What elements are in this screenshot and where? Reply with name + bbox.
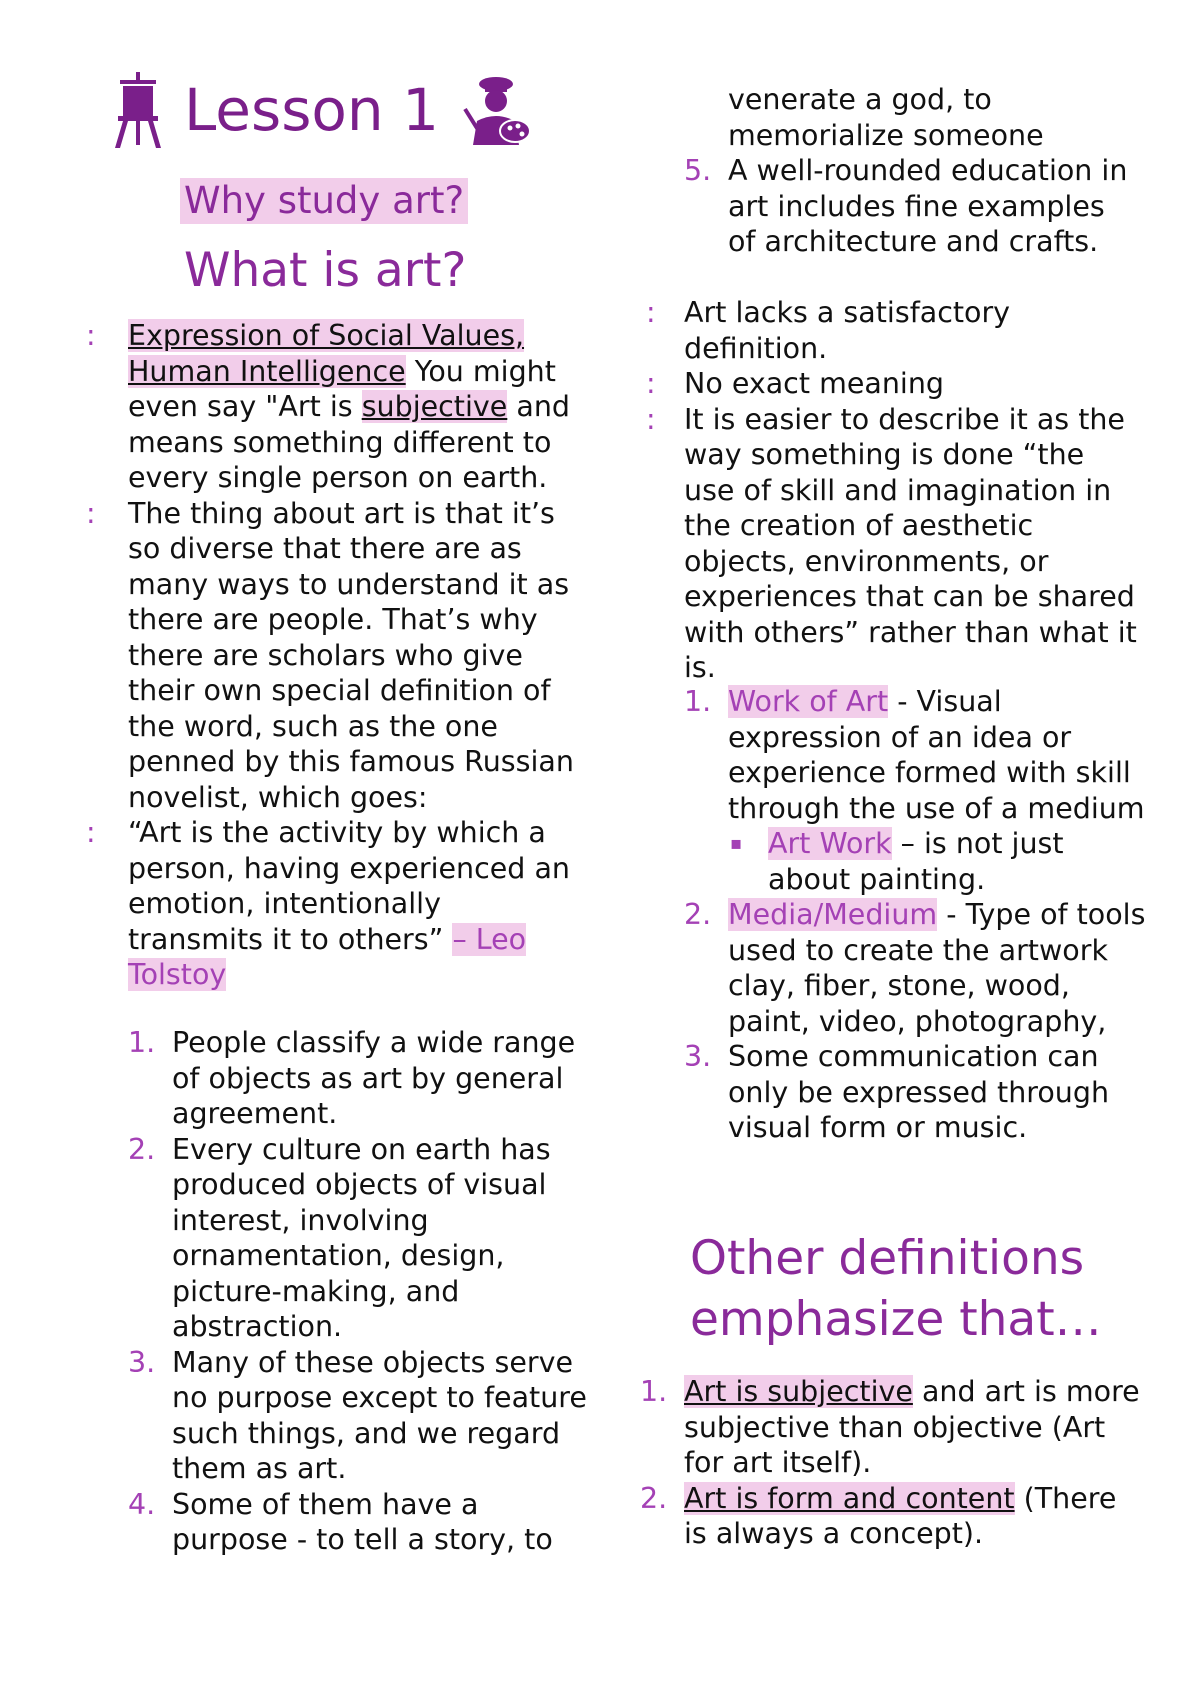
why-study-art-heading: Why study art? bbox=[180, 178, 468, 224]
list-item-text: - Type of tools used to create the artwork clay, fiber, stone, wood, paint, video, photography, bbox=[728, 898, 1146, 1038]
list-item-text: People classify a wide range of objects as art by general agreement. bbox=[172, 1026, 576, 1130]
bullet-marker: : bbox=[646, 296, 656, 329]
list-item-text: The thing about art is that it’s so diverse that there are as many ways to understand it as there are people. That’s why there are scholars who give their own special definition of the word, such as the one penned by this famous Russian novelist, which goes: bbox=[128, 496, 574, 814]
list-item-text: venerate a god, to memorialize someone bbox=[728, 83, 1044, 152]
subjective-link[interactable]: subjective bbox=[361, 390, 508, 423]
left-bullet-list bbox=[84, 318, 584, 993]
other-definitions-heading: Other definitions emphasize that… bbox=[690, 1231, 1102, 1347]
what-is-art-heading: What is art? bbox=[184, 243, 467, 298]
bullet-marker: : bbox=[646, 367, 656, 400]
list-item-text: Every culture on earth has produced objects of visual interest, involving ornamentation, design, picture-making, and abstraction. bbox=[172, 1132, 551, 1343]
list-item-text: – is not just about painting. bbox=[768, 827, 1064, 896]
art-work-term: Art Work bbox=[768, 827, 892, 860]
item-number: 5. bbox=[684, 154, 712, 187]
list-item-text: Art lacks a satisfactory definition. bbox=[684, 296, 1011, 365]
easel-icon bbox=[114, 72, 162, 148]
right-bullet-list bbox=[640, 295, 1140, 686]
item-number: 3. bbox=[128, 1345, 156, 1379]
title-row bbox=[114, 70, 531, 150]
definitions-list bbox=[640, 1374, 1140, 1552]
list-item bbox=[640, 1481, 1140, 1552]
list-item bbox=[684, 684, 1154, 897]
list-item-text: Some of them have a purpose - to tell a story, to bbox=[172, 1487, 553, 1556]
art-is-subjective-link[interactable]: Art is subjective bbox=[684, 1375, 913, 1408]
item-number: 2. bbox=[128, 1132, 156, 1166]
list-item-text: You might even say "Art is bbox=[128, 354, 556, 423]
list-item-text: Many of these objects serve no purpose except to feature such things, and we regard them as art. bbox=[172, 1345, 587, 1485]
list-item bbox=[128, 1025, 598, 1132]
item-number: 3. bbox=[684, 1040, 712, 1073]
left-numbered-list bbox=[128, 1025, 598, 1558]
list-item-text: A well-rounded education in art includes fine examples of architecture and crafts. bbox=[728, 154, 1128, 258]
bullet-marker: : bbox=[86, 496, 96, 530]
list-item-text: and means something different to every single person on earth. bbox=[128, 390, 570, 494]
item-number: 1. bbox=[640, 1375, 668, 1408]
list-item bbox=[128, 1345, 598, 1487]
list-item bbox=[128, 1132, 598, 1345]
bullet-marker: : bbox=[646, 402, 656, 436]
tolstoy-attribution: – Leo Tolstoy bbox=[128, 922, 527, 991]
bullet-marker: : bbox=[86, 319, 96, 352]
continued-numbered-list bbox=[640, 82, 1140, 260]
list-item bbox=[84, 318, 584, 496]
list-item-text: (There is always a concept). bbox=[684, 1481, 1117, 1550]
list-item bbox=[640, 366, 1140, 402]
art-is-form-content-link[interactable]: Art is form and content bbox=[684, 1481, 1015, 1515]
list-item bbox=[84, 496, 584, 816]
list-item bbox=[684, 1039, 1154, 1146]
list-item bbox=[640, 1374, 1140, 1481]
item-number: 1. bbox=[684, 685, 712, 718]
square-bullet-icon: ▪ bbox=[730, 833, 743, 854]
list-item-text: - Visual expression of an idea or experience formed with skill through the use of a medium bbox=[728, 685, 1145, 825]
list-item-text: It is easier to describe it as the way something is done “the use of skill and imagination in the creation of aesthetic objects, environments, or experiences that can be shared with others” rather than what it is. bbox=[684, 402, 1137, 684]
item-number: 4. bbox=[128, 1487, 156, 1521]
work-of-art-term: Work of Art bbox=[728, 685, 889, 718]
list-item-text: “Art is the activity by which a person, having experienced an emotion, intentionally transmits it to others” bbox=[128, 816, 570, 956]
bullet-marker: : bbox=[86, 816, 96, 849]
sub-list-item bbox=[728, 826, 1154, 897]
list-item bbox=[640, 82, 1140, 153]
list-item bbox=[640, 402, 1140, 686]
item-number: 1. bbox=[128, 1026, 156, 1059]
list-item bbox=[84, 815, 584, 993]
item-number: 2. bbox=[640, 1481, 668, 1515]
list-item-text: No exact meaning bbox=[684, 367, 944, 400]
list-item bbox=[640, 153, 1140, 260]
lesson-title: Lesson 1 bbox=[184, 76, 439, 144]
social-values-link[interactable]: Expression of Social Values, Human Intelligence bbox=[128, 319, 525, 388]
media-medium-term: Media/Medium bbox=[728, 898, 938, 931]
list-item-text: Some communication can only be expressed through visual form or music. bbox=[728, 1040, 1110, 1144]
list-item-text: and art is more subjective than objective (Art for art itself). bbox=[684, 1375, 1140, 1479]
painter-icon bbox=[461, 75, 531, 145]
list-item bbox=[640, 295, 1140, 366]
right-numbered-list bbox=[684, 684, 1154, 1146]
item-number: 2. bbox=[684, 898, 712, 931]
list-item bbox=[684, 897, 1154, 1039]
list-item bbox=[128, 1487, 598, 1558]
